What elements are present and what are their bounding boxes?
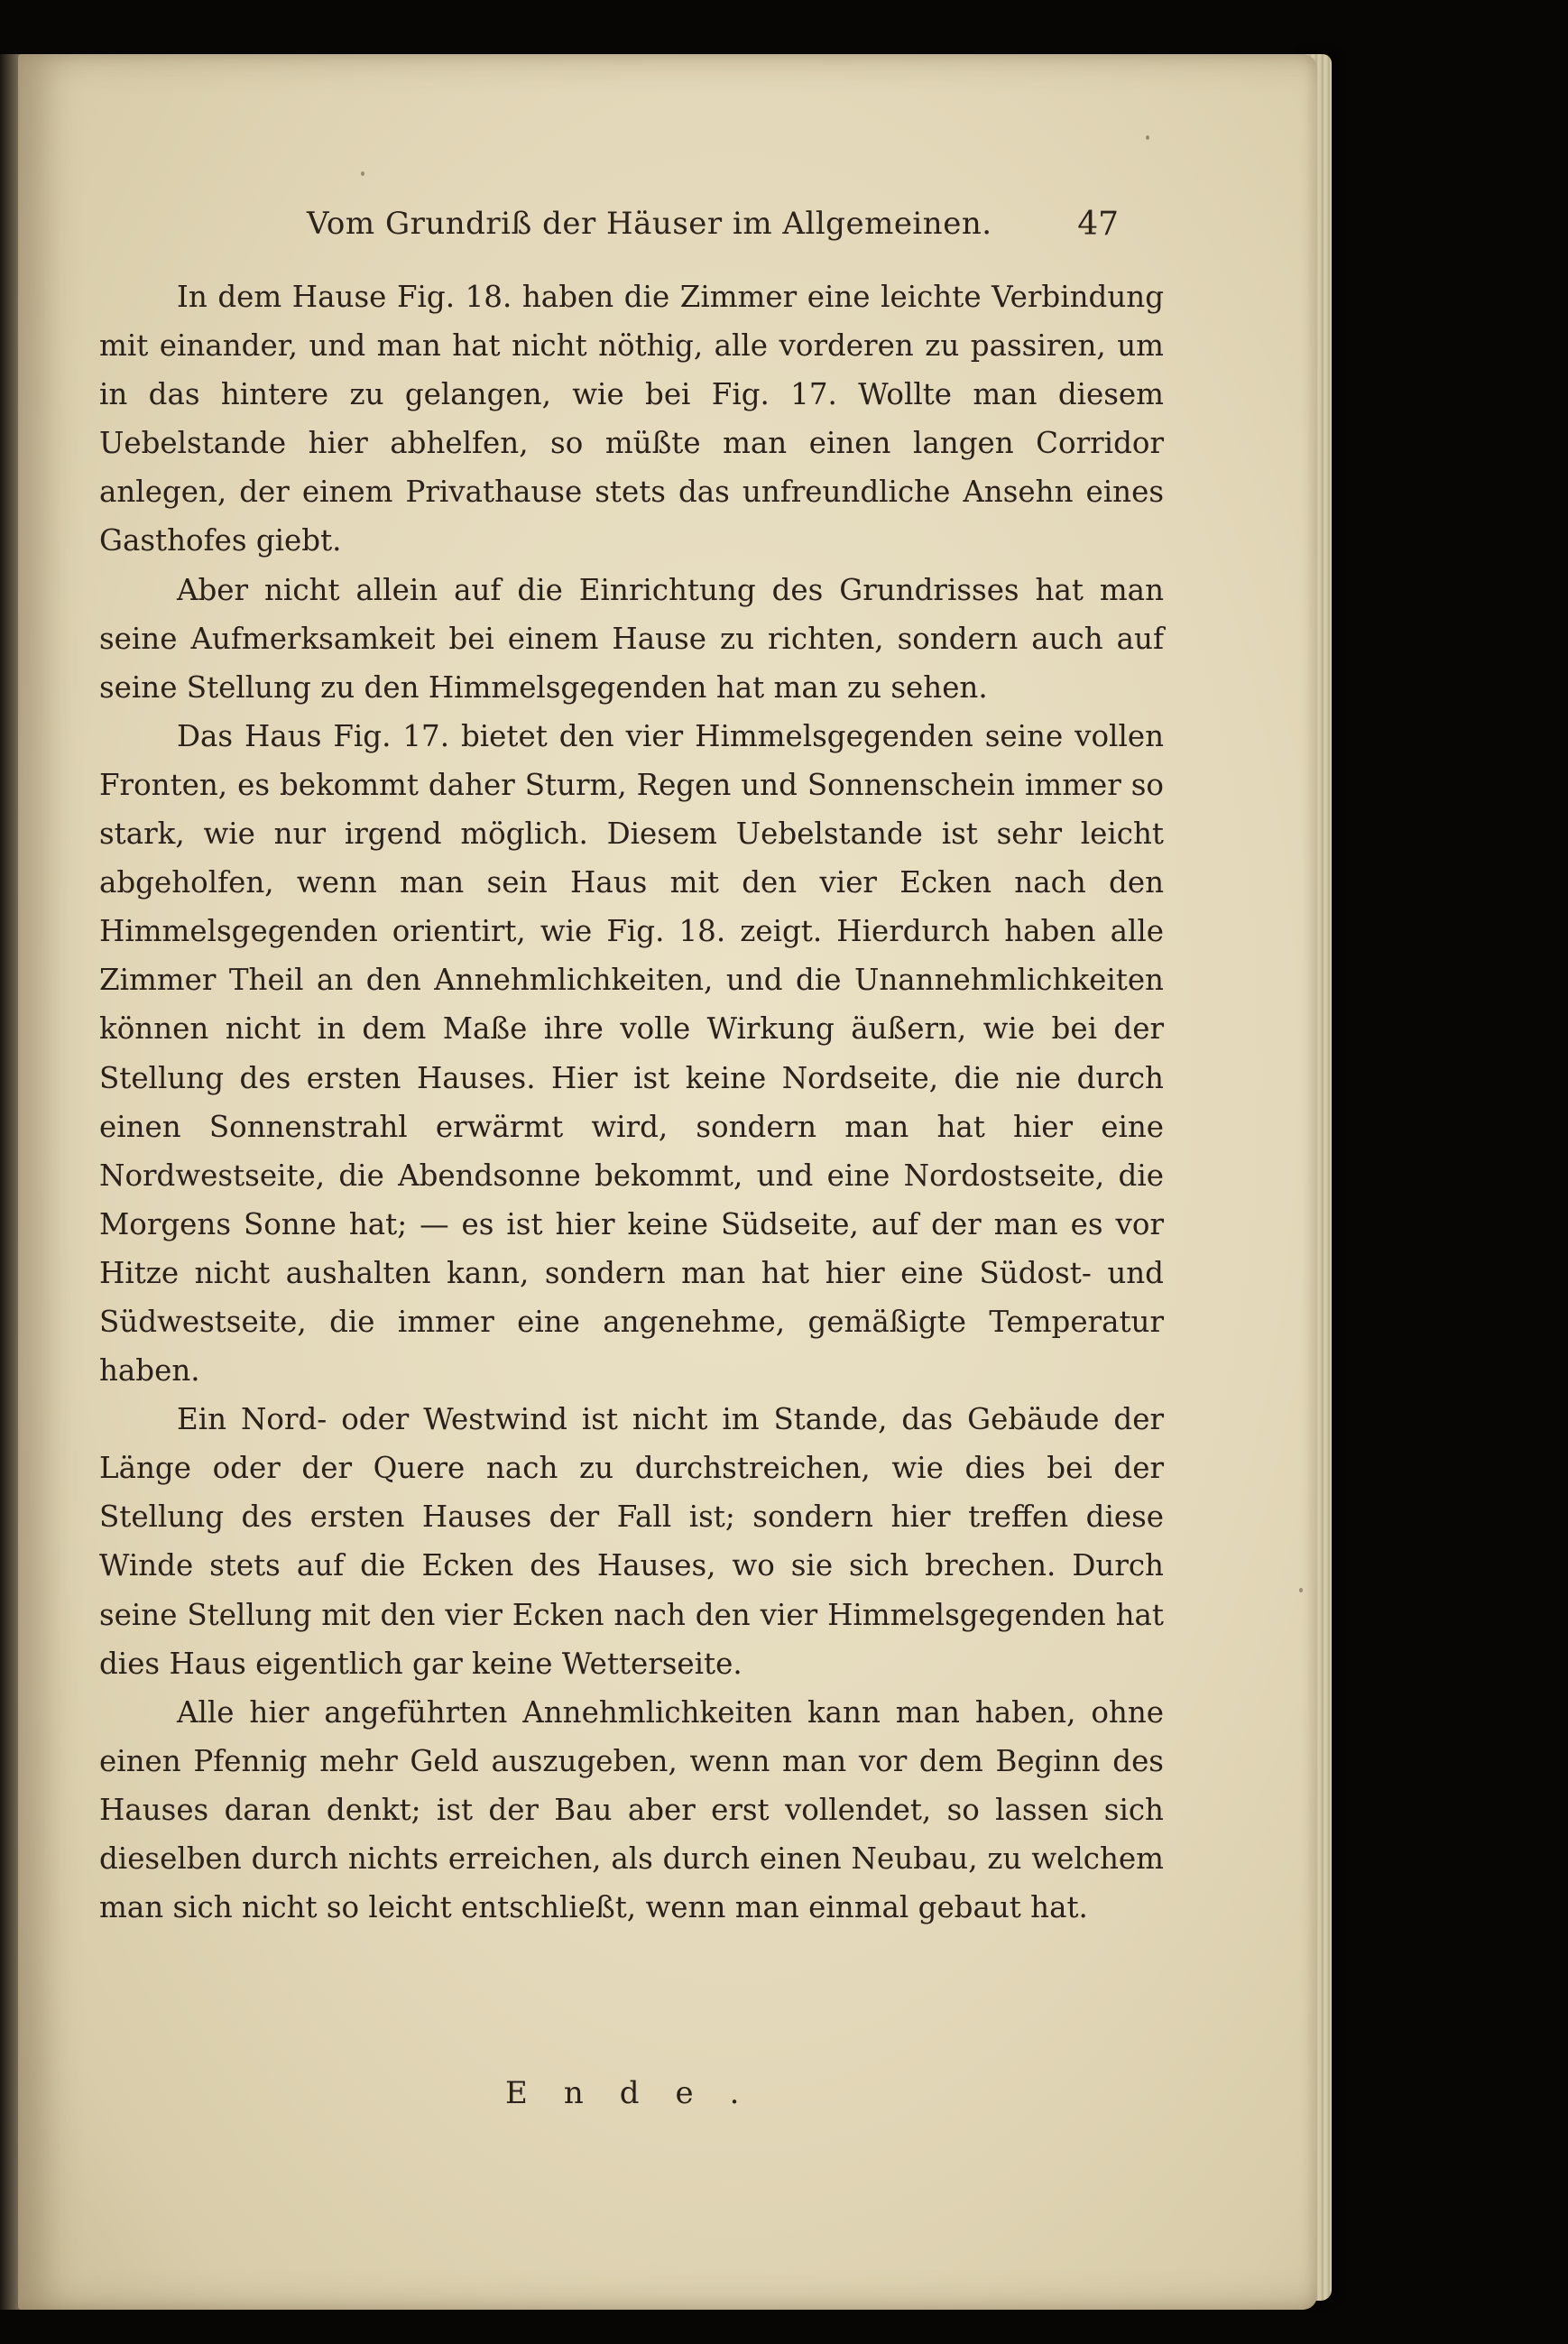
paper-speck xyxy=(1146,135,1149,140)
paragraph: In dem Hause Fig. 18. haben die Zimmer eine leichte Verbindung mit einander, und man hat nicht nöthig, alle vorderen zu passiren, um in das hintere zu gelangen, wie bei Fig. 17. Wollte man diesem Uebelstande hier abhelfen, so müßte man einen langen Corridor anlegen, der einem Privathause stets das unfreundliche Ansehn eines Gasthofes giebt. xyxy=(99,280,1164,558)
running-title: Vom Grundriß der Häuser im Allgemeinen. xyxy=(307,206,992,242)
closing-word: Ende. xyxy=(505,2075,776,2111)
paragraph: Aber nicht allein auf die Einrichtung des Grundrisses hat man seine Aufmerksamkeit bei einem Hause zu richten, sondern auch auf seine Stellung zu den Himmelsgegenden hat man zu sehen. xyxy=(99,572,1164,705)
page-number: 47 xyxy=(1077,206,1119,243)
paragraph: Alle hier angeführten Annehmlichkeiten kann man haben, ohne einen Pfennig mehr Geld auszugeben, wenn man vor dem Beginn des Hauses daran denkt; ist der Bau aber erst vollendet, so lassen sich dieselben durch nichts erreichen, als durch einen Neubau, zu welchem man sich nicht so leicht entschließt, wenn man einmal gebaut hat. xyxy=(99,1694,1164,1925)
paragraph: Das Haus Fig. 17. bietet den vier Himmelsgegenden seine vollen Fronten, es bekommt daher Sturm, Regen und Sonnenschein immer so stark, wie nur irgend möglich. Diesem Uebelstande ist sehr leicht abgeholfen, wenn man sein Haus mit den vier Ecken nach den Himmelsgegenden orientirt, wie Fig. 18. zeigt. Hierdurch haben alle Zimmer Theil an den Annehmlichkeiten, und die Unannehmlichkeiten können nicht in dem Maße ihre volle Wirkung äußern, wie bei der Stellung des ersten Hauses. Hier ist keine Nordseite, die nie durch einen Sonnenstrahl erwärmt wird, sondern man hat hier eine Nordwestseite, die Abendsonne bekommt, und eine Nordostseite, die Morgens Sonne hat; — es ist hier keine Südseite, auf der man es vor Hitze nicht aushalten kann, sondern man hat hier eine Südost- und Südwestseite, die immer eine angenehme, gemäßigte Temperatur haben. xyxy=(99,718,1164,1389)
paragraph: Ein Nord- oder Westwind ist nicht im Stande, das Gebäude der Länge oder der Quere nach zu durchstreichen, wie dies bei der Stellung des ersten Hauses der Fall ist; sondern hier treffen diese Winde stets auf die Ecken des Hauses, wo sie sich brechen. Durch seine Stellung mit den vier Ecken nach den vier Himmelsgegenden hat dies Haus eigentlich gar keine Wetterseite. xyxy=(99,1402,1164,1681)
paper-speck xyxy=(361,171,364,176)
page-header xyxy=(307,206,1119,260)
paper-speck xyxy=(1299,1588,1303,1592)
body-text xyxy=(99,272,1164,1932)
